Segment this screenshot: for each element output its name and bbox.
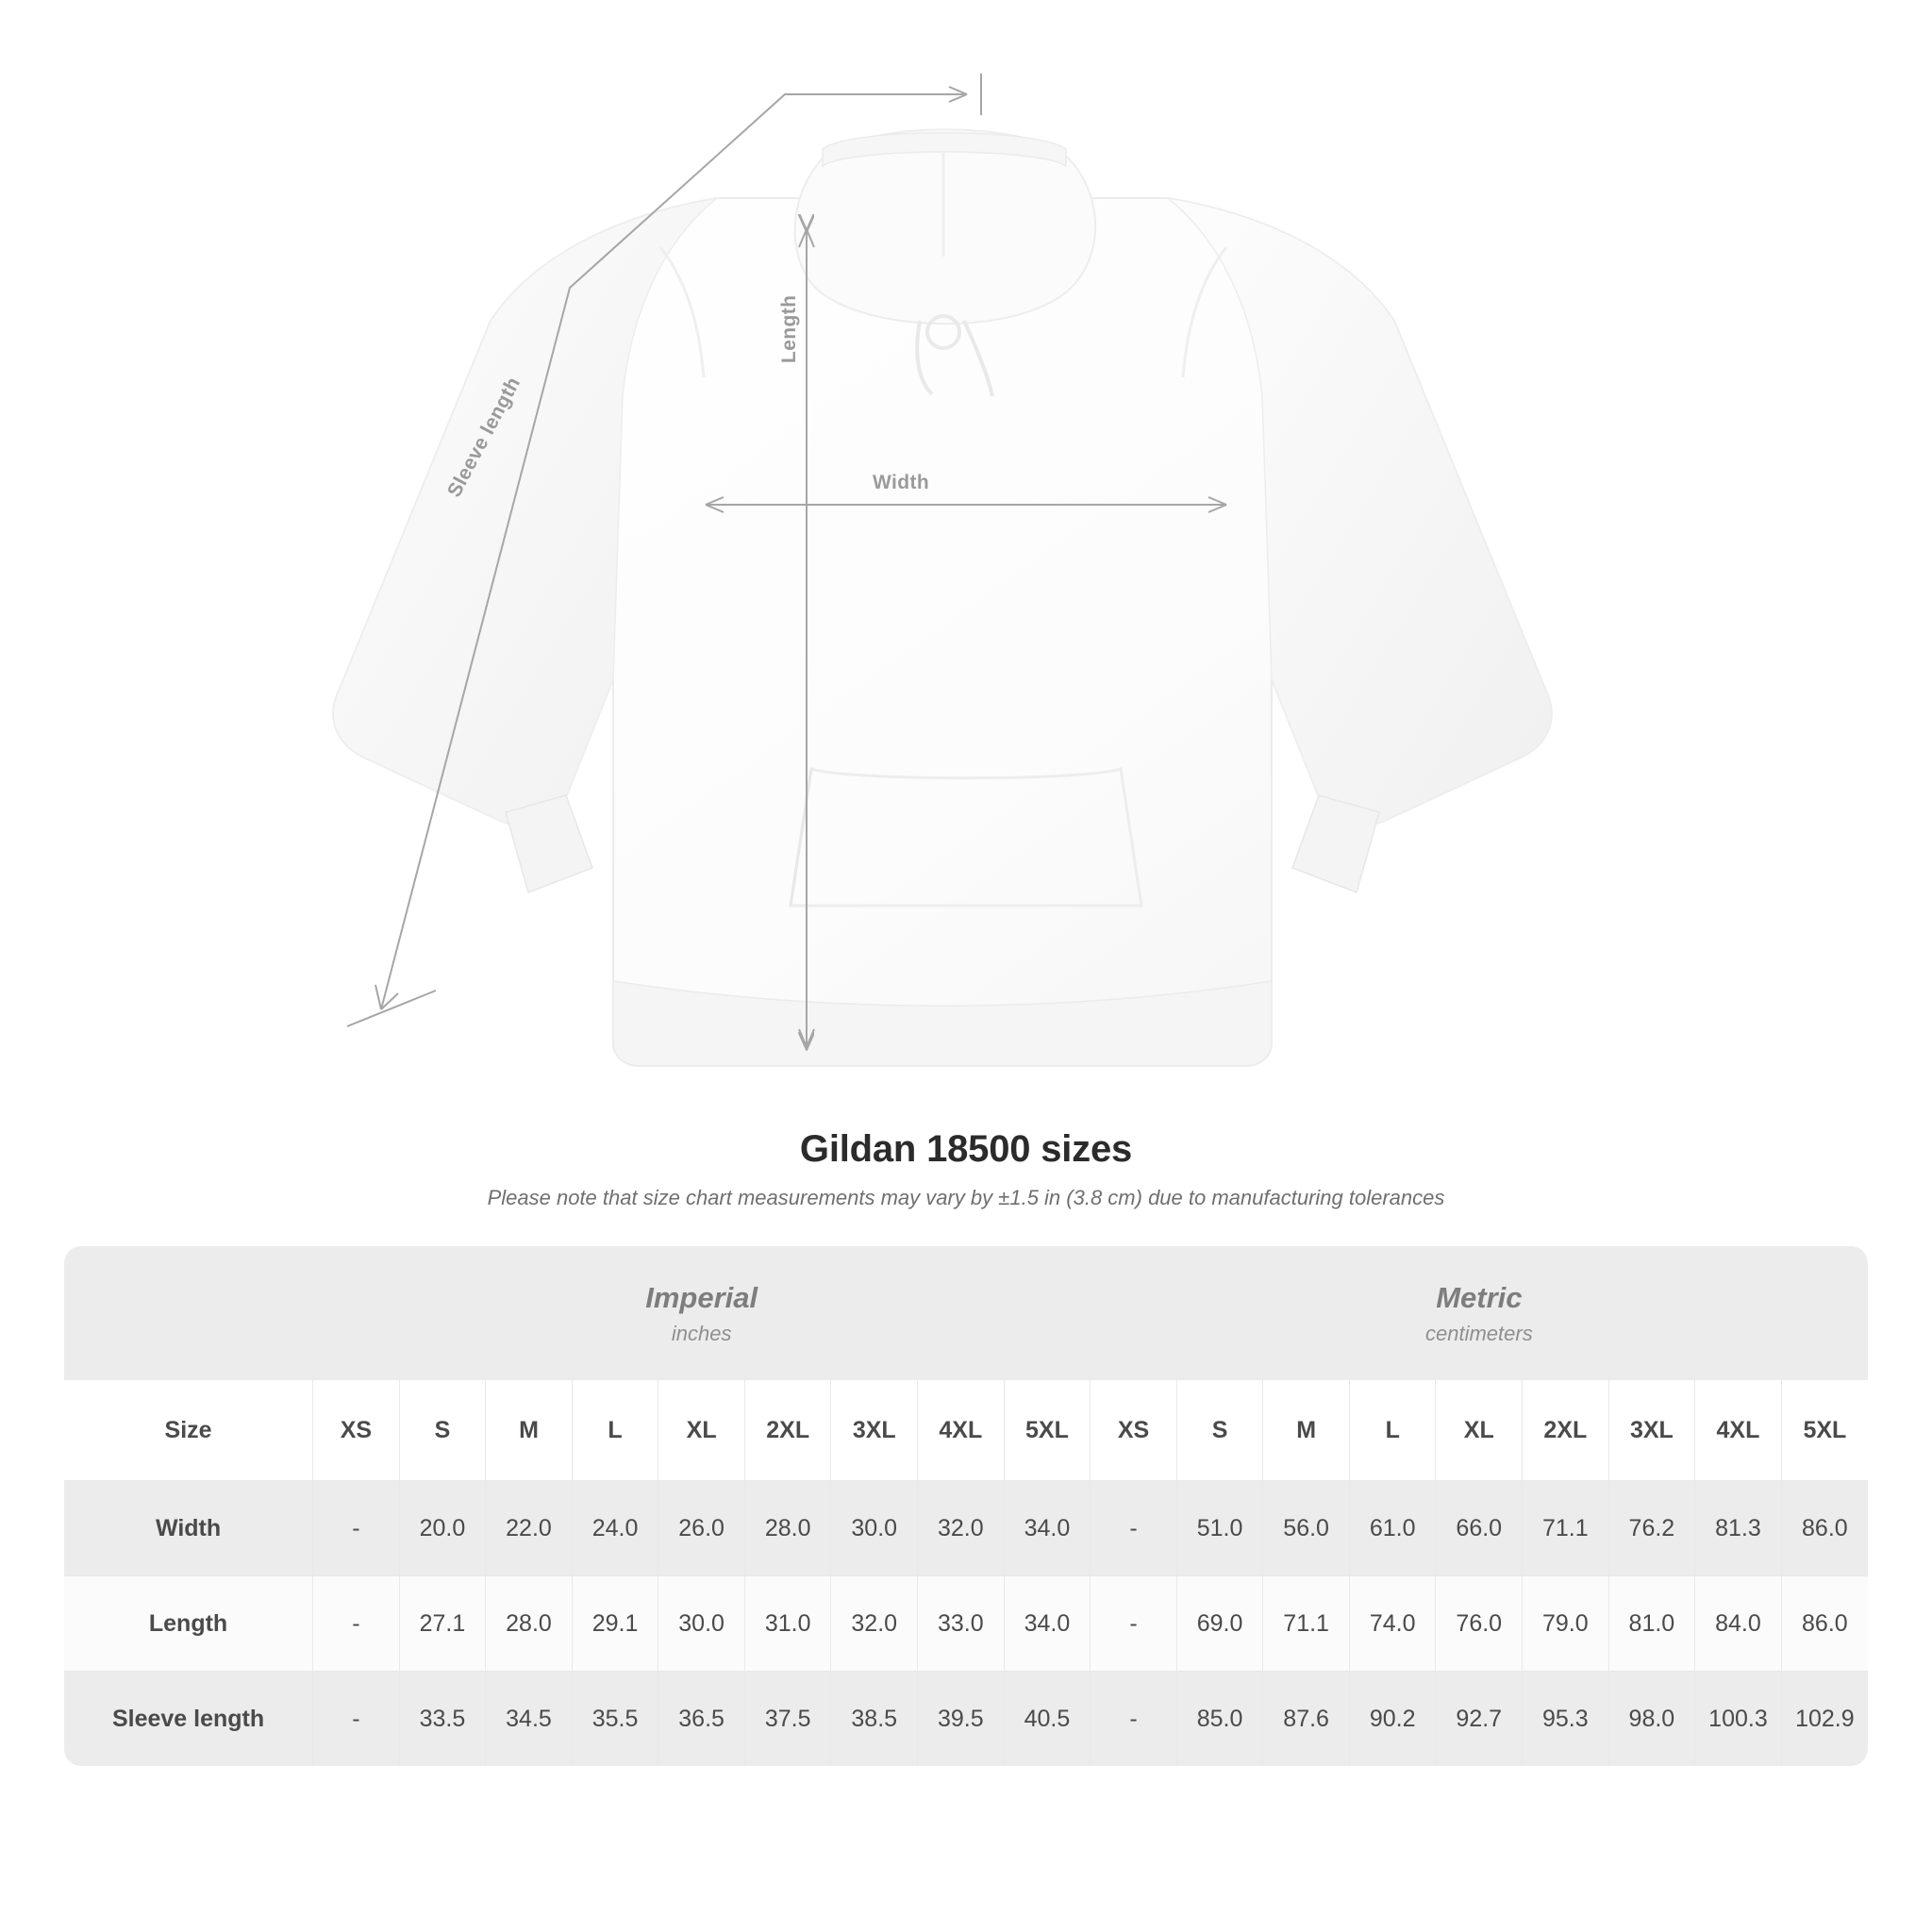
sleeve-imp-s: 33.5 (399, 1672, 486, 1767)
width-met-4xl: 81.3 (1695, 1481, 1782, 1576)
sleeve-met-5xl: 102.9 (1781, 1672, 1868, 1767)
header-imp-l: L (572, 1380, 658, 1481)
width-imp-4xl: 32.0 (918, 1481, 1005, 1576)
width-dimension-label: Width (873, 472, 930, 493)
width-met-5xl: 86.0 (1781, 1481, 1868, 1576)
sleeve-imp-2xl: 37.5 (744, 1672, 831, 1767)
size-table-container (64, 1246, 1868, 1766)
sleeve-length-dimension-label: Sleeve length (443, 373, 525, 501)
sleeve-imp-4xl: 39.5 (918, 1672, 1005, 1767)
length-imp-3xl: 32.0 (831, 1576, 918, 1672)
header-imp-3xl: 3XL (831, 1380, 918, 1481)
size-header-row (64, 1380, 1868, 1481)
sleeve-met-xs: - (1091, 1672, 1177, 1767)
imperial-sublabel: inches (671, 1321, 732, 1345)
table-row (64, 1576, 1868, 1672)
title-block (0, 1128, 1932, 1210)
length-imp-m: 28.0 (486, 1576, 573, 1672)
header-imp-xs: XS (313, 1380, 400, 1481)
imperial-label: Imperial (645, 1281, 758, 1315)
header-imp-4xl: 4XL (918, 1380, 1005, 1481)
sleeve-imp-xl: 36.5 (658, 1672, 745, 1767)
length-imp-5xl: 34.0 (1004, 1576, 1091, 1672)
header-imp-m: M (486, 1380, 573, 1481)
width-imp-s: 20.0 (399, 1481, 486, 1576)
metric-label: Metric (1436, 1281, 1523, 1315)
header-met-3xl: 3XL (1608, 1380, 1695, 1481)
sleeve-met-2xl: 95.3 (1523, 1672, 1609, 1767)
width-imp-2xl: 28.0 (744, 1481, 831, 1576)
length-met-2xl: 79.0 (1523, 1576, 1609, 1672)
header-imp-s: S (399, 1380, 486, 1481)
width-imp-m: 22.0 (486, 1481, 573, 1576)
sleeve-met-m: 87.6 (1263, 1672, 1350, 1767)
header-size: Size (64, 1380, 313, 1481)
row-label-length: Length (64, 1576, 313, 1672)
tolerance-note: Please note that size chart measurements may vary by ±1.5 in (3.8 cm) due to manufacturing tolerances (487, 1186, 1445, 1209)
width-met-3xl: 76.2 (1608, 1481, 1695, 1576)
width-imp-l: 24.0 (572, 1481, 658, 1576)
length-imp-l: 29.1 (572, 1576, 658, 1672)
sleeve-met-3xl: 98.0 (1608, 1672, 1695, 1767)
length-met-4xl: 84.0 (1695, 1576, 1782, 1672)
width-imp-3xl: 30.0 (831, 1481, 918, 1576)
width-met-l: 61.0 (1349, 1481, 1436, 1576)
length-imp-xs: - (313, 1576, 400, 1672)
page-title: Gildan 18500 sizes (799, 1128, 1133, 1170)
sleeve-met-4xl: 100.3 (1695, 1672, 1782, 1767)
length-met-xs: - (1091, 1576, 1177, 1672)
sleeve-imp-3xl: 38.5 (831, 1672, 918, 1767)
sleeve-imp-l: 35.5 (572, 1672, 658, 1767)
length-imp-4xl: 33.0 (918, 1576, 1005, 1672)
table-row (64, 1481, 1868, 1576)
length-imp-s: 27.1 (399, 1576, 486, 1672)
length-dimension-label: Length (778, 294, 800, 363)
header-met-xl: XL (1436, 1380, 1523, 1481)
sleeve-imp-m: 34.5 (486, 1672, 573, 1767)
width-met-xs: - (1091, 1481, 1177, 1576)
length-imp-2xl: 31.0 (744, 1576, 831, 1672)
header-met-s: S (1176, 1380, 1263, 1481)
unit-header-row (64, 1246, 1868, 1380)
header-met-xs: XS (1091, 1380, 1177, 1481)
length-met-5xl: 86.0 (1781, 1576, 1868, 1672)
sleeve-met-xl: 92.7 (1436, 1672, 1523, 1767)
header-met-l: L (1349, 1380, 1436, 1481)
header-imp-2xl: 2XL (744, 1380, 831, 1481)
width-met-m: 56.0 (1263, 1481, 1350, 1576)
width-met-s: 51.0 (1176, 1481, 1263, 1576)
header-met-m: M (1263, 1380, 1350, 1481)
width-imp-xl: 26.0 (658, 1481, 745, 1576)
table-row (64, 1672, 1868, 1767)
sleeve-met-s: 85.0 (1176, 1672, 1263, 1767)
header-imp-5xl: 5XL (1004, 1380, 1091, 1481)
metric-sublabel: centimeters (1425, 1321, 1533, 1345)
length-met-3xl: 81.0 (1608, 1576, 1695, 1672)
sleeve-imp-xs: - (313, 1672, 400, 1767)
row-label-sleeve-length: Sleeve length (64, 1672, 313, 1767)
header-met-2xl: 2XL (1523, 1380, 1609, 1481)
size-table (64, 1246, 1868, 1766)
header-met-5xl: 5XL (1781, 1380, 1868, 1481)
sleeve-met-l: 90.2 (1349, 1672, 1436, 1767)
width-imp-xs: - (313, 1481, 400, 1576)
length-met-l: 74.0 (1349, 1576, 1436, 1672)
header-imp-xl: XL (658, 1380, 745, 1481)
length-met-s: 69.0 (1176, 1576, 1263, 1672)
header-met-4xl: 4XL (1695, 1380, 1782, 1481)
width-met-xl: 66.0 (1436, 1481, 1523, 1576)
unit-header-spacer (64, 1246, 313, 1380)
length-met-xl: 76.0 (1436, 1576, 1523, 1672)
row-label-width: Width (64, 1481, 313, 1576)
length-met-m: 71.1 (1263, 1576, 1350, 1672)
metric-header (1091, 1246, 1868, 1380)
sleeve-imp-5xl: 40.5 (1004, 1672, 1091, 1767)
imperial-header (313, 1246, 1091, 1380)
width-imp-5xl: 34.0 (1004, 1481, 1091, 1576)
length-imp-xl: 30.0 (658, 1576, 745, 1672)
width-met-2xl: 71.1 (1523, 1481, 1609, 1576)
